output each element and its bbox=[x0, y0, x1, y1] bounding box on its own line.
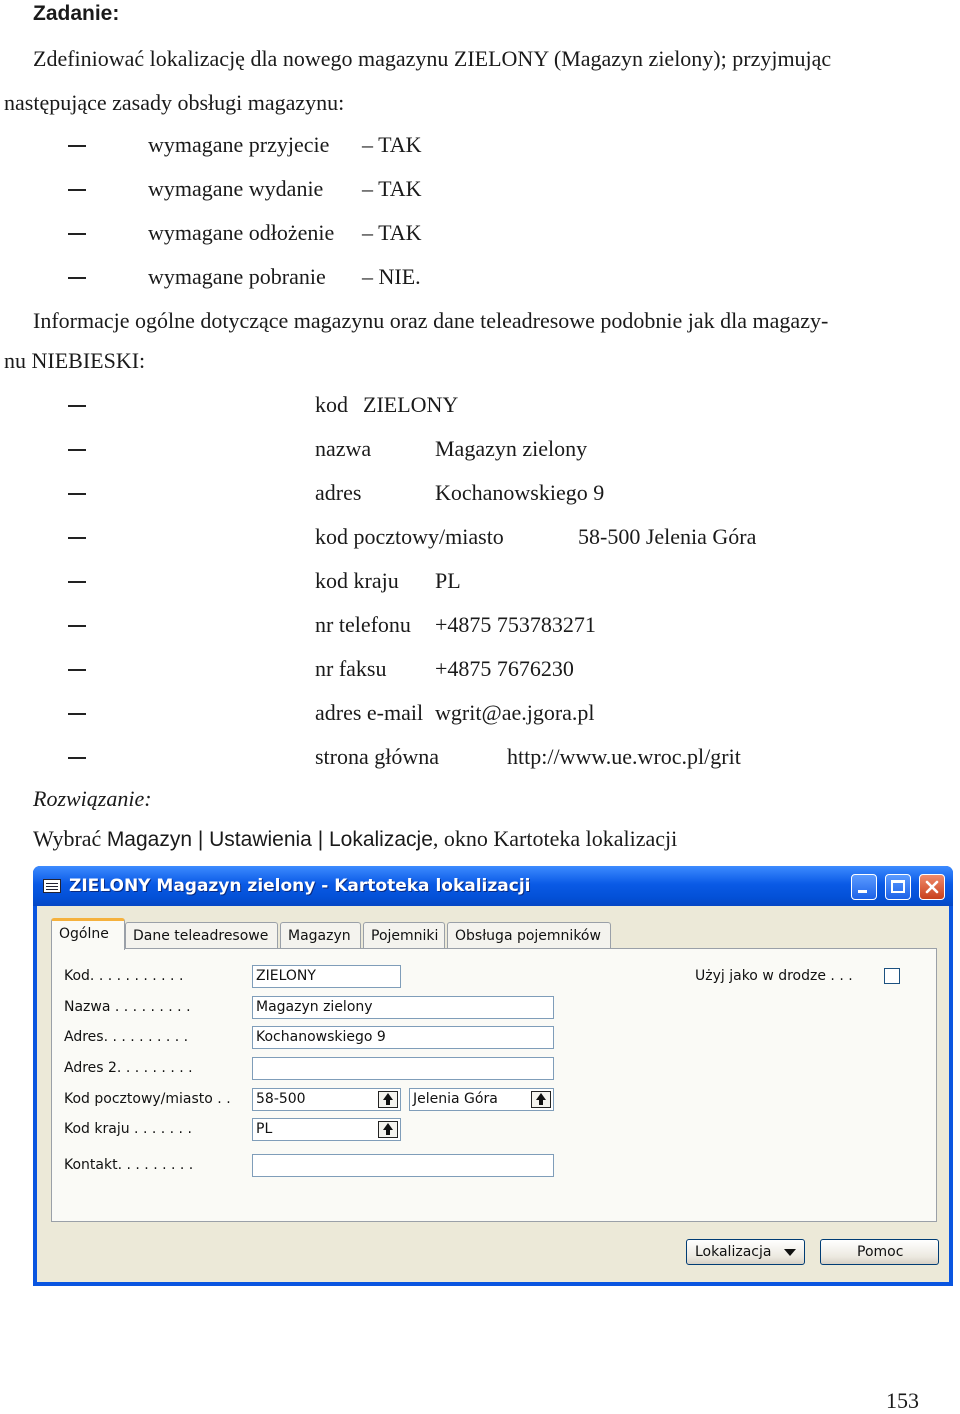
detail-label: adres bbox=[315, 480, 362, 505]
rule-label: wymagane wydanie bbox=[148, 176, 324, 201]
detail-value: http://www.ue.wroc.pl/grit bbox=[507, 744, 741, 769]
label-uzyj-w-drodze: Użyj jako w drodze . . . bbox=[695, 968, 853, 984]
info-line1: Informacje ogólne dotyczące magazynu oraz dane teleadresowe podobnie jak dla magazy- bbox=[33, 308, 829, 333]
kod-pocztowy-value: 58-500 bbox=[256, 1091, 306, 1107]
tab-obsluga-pojemnikow[interactable]: Obsługa pojemników bbox=[447, 922, 611, 949]
label-adres2: Adres 2. . . . . . . . . bbox=[64, 1060, 193, 1076]
dash-bullet bbox=[68, 405, 86, 407]
detail-label: kod pocztowy/miasto bbox=[315, 524, 504, 549]
maximize-icon bbox=[891, 880, 905, 893]
rule-value: – TAK bbox=[362, 220, 422, 245]
label-kod-kraju: Kod kraju . . . . . . . bbox=[64, 1121, 192, 1137]
window-client-area bbox=[37, 906, 949, 1282]
detail-value: Kochanowskiego 9 bbox=[435, 480, 605, 505]
window-titlebar[interactable] bbox=[33, 866, 953, 906]
close-icon bbox=[920, 875, 944, 899]
detail-label: nazwa bbox=[315, 436, 372, 461]
dash-bullet bbox=[68, 625, 86, 627]
task-heading: Zadanie: bbox=[33, 2, 120, 25]
rule-value: – NIE. bbox=[362, 264, 421, 289]
pomoc-button[interactable] bbox=[820, 1239, 939, 1265]
lookup-arrow-icon[interactable] bbox=[378, 1121, 398, 1138]
miasto-field[interactable] bbox=[409, 1088, 554, 1111]
uzyj-w-drodze-checkbox[interactable] bbox=[884, 968, 900, 984]
instruction-line bbox=[33, 826, 677, 852]
dash-bullet bbox=[68, 757, 86, 759]
tab-magazyn[interactable]: Magazyn bbox=[280, 922, 361, 949]
kod-kraju-value: PL bbox=[256, 1121, 273, 1137]
lokalizacja-button-label: Lokalizacja bbox=[695, 1244, 772, 1260]
instruction-suffix: , okno Kartoteka lokalizacji bbox=[432, 826, 678, 851]
kod-field[interactable]: ZIELONY bbox=[252, 965, 401, 988]
detail-value: 58-500 Jelenia Góra bbox=[578, 524, 757, 549]
detail-value: PL bbox=[435, 568, 461, 593]
close-button[interactable] bbox=[919, 874, 945, 900]
dash-bullet bbox=[68, 189, 86, 191]
rule-label: wymagane odłożenie bbox=[148, 220, 335, 245]
info-line2: nu NIEBIESKI: bbox=[4, 348, 146, 373]
instruction-prefix: Wybrać bbox=[33, 826, 107, 851]
nazwa-field[interactable]: Magazyn zielony bbox=[252, 996, 554, 1019]
tab-ogolne[interactable]: Ogólne bbox=[51, 918, 125, 950]
detail-value: ZIELONY bbox=[363, 392, 459, 417]
window-title: ZIELONY Magazyn zielony - Kartoteka lokalizacji bbox=[69, 876, 531, 896]
dash-bullet bbox=[68, 145, 86, 147]
location-card-window bbox=[33, 866, 953, 1286]
detail-label: nr telefonu bbox=[315, 612, 411, 637]
detail-value: +4875 7676230 bbox=[435, 656, 574, 681]
lokalizacja-menu-button[interactable] bbox=[686, 1239, 805, 1265]
detail-label: kod bbox=[315, 392, 348, 417]
lookup-arrow-icon[interactable] bbox=[531, 1091, 551, 1108]
menu-path: Magazyn | Ustawienia | Lokalizacje bbox=[106, 828, 433, 851]
adres2-field[interactable] bbox=[252, 1057, 554, 1080]
rule-value: – TAK bbox=[362, 132, 422, 157]
minimize-button[interactable] bbox=[851, 874, 877, 900]
dash-bullet bbox=[68, 449, 86, 451]
detail-label: strona główna bbox=[315, 744, 440, 769]
dash-bullet bbox=[68, 233, 86, 235]
chevron-down-icon bbox=[784, 1249, 796, 1256]
label-kod-pocztowy: Kod pocztowy/miasto . . bbox=[64, 1091, 231, 1107]
detail-label: nr faksu bbox=[315, 656, 387, 681]
maximize-button[interactable] bbox=[885, 874, 911, 900]
label-adres: Adres. . . . . . . . . . bbox=[64, 1029, 189, 1045]
label-kod: Kod. . . . . . . . . . . bbox=[64, 968, 184, 984]
page-number: 153 bbox=[886, 1388, 919, 1413]
form-icon bbox=[43, 879, 61, 893]
general-tab-panel bbox=[51, 948, 937, 1222]
task-description-line2: następujące zasady obsługi magazynu: bbox=[4, 90, 345, 115]
detail-value: Magazyn zielony bbox=[435, 436, 588, 461]
detail-label: adres e-mail bbox=[315, 700, 424, 725]
detail-value: +4875 753783271 bbox=[435, 612, 596, 637]
dash-bullet bbox=[68, 669, 86, 671]
label-nazwa: Nazwa . . . . . . . . . bbox=[64, 999, 191, 1015]
dash-bullet bbox=[68, 713, 86, 715]
dash-bullet bbox=[68, 537, 86, 539]
miasto-value: Jelenia Góra bbox=[413, 1091, 498, 1107]
dash-bullet bbox=[68, 493, 86, 495]
dash-bullet bbox=[68, 581, 86, 583]
rule-label: wymagane przyjecie bbox=[148, 132, 330, 157]
lookup-arrow-icon[interactable] bbox=[378, 1091, 398, 1108]
task-description-line1: Zdefiniować lokalizację dla nowego magazynu ZIELONY (Magazyn zielony); przyjmując bbox=[33, 46, 832, 71]
tab-pojemniki[interactable]: Pojemniki bbox=[363, 922, 445, 949]
label-kontakt: Kontakt. . . . . . . . . bbox=[64, 1157, 194, 1173]
minimize-icon bbox=[858, 890, 867, 893]
adres-field[interactable]: Kochanowskiego 9 bbox=[252, 1026, 554, 1049]
kod-pocztowy-field[interactable] bbox=[252, 1088, 401, 1111]
rule-label: wymagane pobranie bbox=[148, 264, 326, 289]
solution-label: Rozwiązanie: bbox=[33, 786, 152, 811]
pomoc-button-label: Pomoc bbox=[857, 1244, 904, 1260]
detail-label: kod kraju bbox=[315, 568, 399, 593]
dash-bullet bbox=[68, 277, 86, 279]
rule-value: – TAK bbox=[362, 176, 422, 201]
kontakt-field[interactable] bbox=[252, 1154, 554, 1177]
tab-dane-teleadresowe[interactable]: Dane teleadresowe bbox=[125, 922, 278, 949]
kod-kraju-field[interactable] bbox=[252, 1118, 401, 1141]
detail-value: wgrit@ae.jgora.pl bbox=[435, 700, 595, 725]
